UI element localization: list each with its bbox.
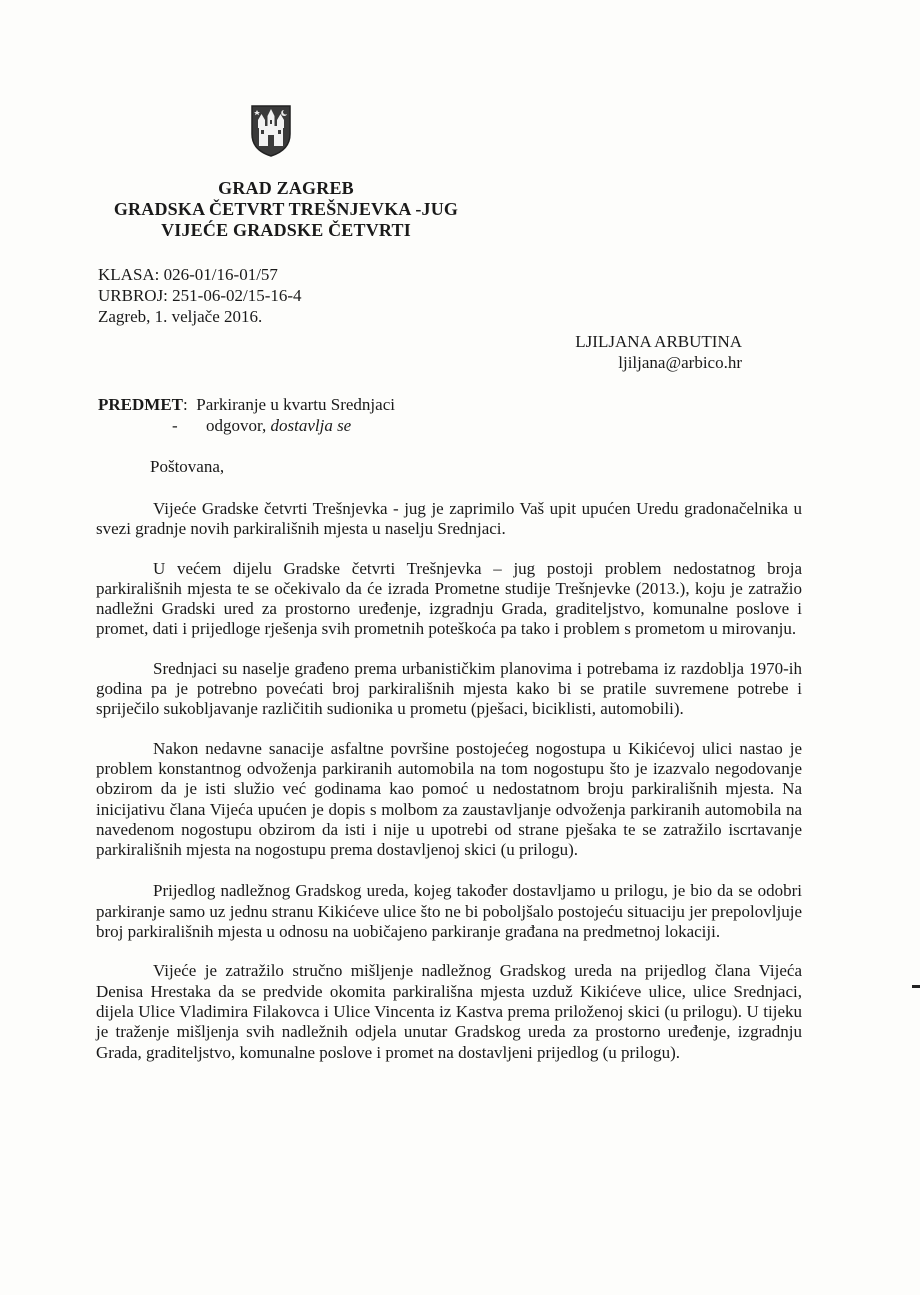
klasa-number: KLASA: 026-01/16-01/57 (98, 265, 278, 284)
urbroj-number: URBROJ: 251-06-02/15-16-4 (98, 286, 302, 305)
body-paragraph: U većem dijelu Gradske četvrti Trešnjevka – jug postoji problem nedostatnog broja parkirališnih mjesta te se očekivalo da će izrada Prometne studije Trešnjevke (2013.), koju je zatražio nadležni Gradski ured za prostorno uređenje, izgradnju Grada, graditeljstvo, komunalne poslove i promet, dati i prijedloge rješenja svih prometnih poteškoća pa tako i problem s prometom u mirovanju. (96, 558, 802, 639)
scan-edge-mark (912, 985, 920, 988)
subject-block (98, 394, 395, 436)
subject-text: Parkiranje u kvartu Srednjaci (196, 395, 395, 414)
body-paragraph: Vijeće je zatražilo stručno mišljenje nadležnog Gradskog ureda na prijedlog člana Vijeća Denisa Hrestaka da se predvide okomita parkirališna mjesta uzduž Kikićeve ulice, ulice Srednjaci, dijela Ulice Vladimira Filakovca i Ulice Vincenta iz Kastva prema priloženoj skici (u prilogu). U tijeku je traženje mišljenja svih nadležnih odjela unutar Gradskog ureda za prostorno uređenje, izgradnju Grada, graditeljstvo, komunalne poslove i promet na dostavljeni prijedlog (u prilogu). (96, 961, 802, 1062)
salutation: Poštovana, (150, 457, 225, 476)
issuer-header (96, 178, 476, 241)
subject-colon: : (183, 395, 197, 414)
document-meta (98, 264, 302, 327)
zagreb-coat-of-arms-icon (250, 104, 292, 158)
body-paragraph: Nakon nedavne sanacije asfaltne površine postojećeg nogostupa u Kikićevoj ulici nastao je problem konstantnog odvoženja parkiranih automobila na tom nogostupu što je izazvalo negodovanje obzirom da je isti služio već godinama kao pomoć u nedostatnom broju parkirališnih mjesta. Na inicijativu člana Vijeća upućen je dopis s molbom za zaustavljanje odvoženja parkiranih automobila na navedenom nogostupu obzirom da isti i nije u upotrebi od strane pješaka te se zatražilo iscrtavanje parkirališnih mjesta na nogostupu prema dostavljenoj skici (u prilogu). (96, 738, 802, 860)
subject-line2-italic: dostavlja se (270, 416, 352, 435)
subject-line2-plain: odgovor, (206, 416, 271, 435)
body-paragraph: Prijedlog nadležnog Gradskog ureda, kojeg također dostavljamo u prilogu, je bio da se odobri parkiranje samo uz jednu stranu Kikićeve ulice što ne bi poboljšalo postojeću situaciju jer prepolovljuje broj parkirališnih mjesta u odnosu na uobičajeno parkiranje građana na predmetnoj lokaciji. (96, 881, 802, 942)
body-paragraph: Srednjaci su naselje građeno prema urbanističkim planovima i potrebama iz razdoblja 1970-ih godina pa je potrebno povećati broj parkirališnih mjesta kako bi se pratile suvremene potrebe i spriječilo sukobljavanje različitih sudionika u prometu (pješaci, biciklisti, automobili). (96, 658, 802, 719)
recipient-name: LJILJANA ARBUTINA (575, 332, 742, 351)
header-city: GRAD ZAGREB (218, 178, 354, 198)
recipient-block (556, 331, 742, 373)
subject-dash: - (172, 416, 178, 435)
body-paragraph: Vijeće Gradske četvrti Trešnjevka - jug je zaprimilo Vaš upit upućen Uredu gradonačelnika u svezi gradnje novih parkirališnih mjesta u naselju Srednjaci. (96, 499, 802, 539)
subject-label: PREDMET (98, 395, 183, 414)
letter-body (96, 499, 802, 1082)
document-date: Zagreb, 1. veljače 2016. (98, 307, 263, 326)
header-council: VIJEĆE GRADSKE ČETVRTI (161, 220, 411, 240)
recipient-email: ljiljana@arbico.hr (618, 353, 742, 372)
header-district: GRADSKA ČETVRT TREŠNJEVKA -JUG (113, 199, 459, 219)
